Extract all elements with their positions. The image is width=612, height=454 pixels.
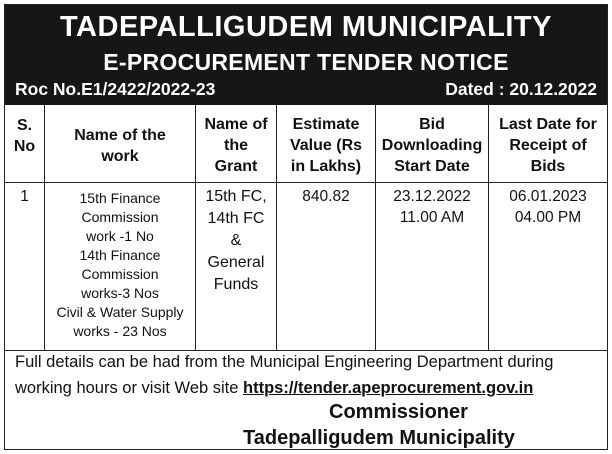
header-last-date	[489, 114, 607, 177]
header-work-line: work	[101, 148, 139, 165]
website-link[interactable]: https://tender.apeprocurement.gov.in	[243, 379, 534, 397]
header-grant-line: Name of	[204, 116, 268, 133]
work-line: Commission	[81, 209, 159, 225]
work-line: 15th Finance	[79, 190, 161, 206]
grant-line: 14th FC	[207, 210, 265, 227]
header-grant-line: the	[224, 137, 248, 154]
bid-start-date: 23.12.2022	[393, 188, 471, 205]
signature-designation: Commissioner	[329, 401, 468, 423]
footer-line-2-prefix: working hours or visit Web site	[15, 379, 244, 397]
tender-notice	[4, 4, 608, 450]
work-line: works - 23 Nos	[73, 323, 167, 339]
municipality-title: TADEPALLIGUDEM MUNICIPALITY	[60, 11, 552, 43]
header-bid-start	[376, 114, 488, 177]
signature-office: Tadepalligudem Municipality	[243, 427, 515, 449]
grant-line: Funds	[213, 276, 259, 293]
work-line: works-3 Nos	[81, 285, 159, 301]
footer-line-2	[15, 375, 599, 401]
last-date: 06.01.2023	[509, 188, 587, 205]
header-bid-start-line: Start Date	[394, 158, 470, 175]
row-bid-start	[376, 186, 488, 228]
header-bid-start-line: Bid	[419, 116, 445, 133]
work-line: work -1 No	[86, 228, 154, 244]
header-sno-line: No	[13, 138, 36, 155]
notice-subtitle: E-PROCUREMENT TENDER NOTICE	[103, 49, 509, 75]
row-sno: 1	[20, 188, 29, 205]
bid-start-time: 11.00 AM	[399, 209, 465, 226]
grant-line: &	[230, 232, 242, 249]
notice-header	[5, 5, 607, 105]
row-work	[45, 189, 195, 341]
header-sno-line: S.	[16, 117, 33, 134]
header-estimate-line: Estimate	[292, 116, 360, 133]
row-last-date	[489, 186, 607, 228]
header-grant	[196, 114, 276, 177]
header-work-line: Name of the	[74, 127, 166, 144]
notice-date: Dated : 20.12.2022	[445, 79, 597, 99]
header-last-date-line: Bids	[530, 158, 566, 175]
header-estimate-line: in Lakhs)	[290, 158, 362, 175]
last-time: 04.00 PM	[514, 209, 582, 226]
work-line: 14th Finance	[79, 247, 161, 263]
roc-number: Roc No.E1/2422/2022-23	[15, 79, 216, 99]
footer-text	[15, 349, 599, 401]
header-last-date-line: Last Date for	[499, 116, 597, 133]
header-bid-start-line: Downloading	[381, 137, 483, 154]
row-estimate: 840.82	[302, 188, 350, 205]
header-estimate	[277, 114, 375, 177]
header-work	[45, 125, 195, 167]
header-last-date-line: Receipt of	[509, 137, 587, 154]
work-line: Commission	[81, 266, 159, 282]
header-grant-line: Grant	[214, 158, 258, 175]
grant-line: General	[207, 254, 265, 271]
footer-line-1: Full details can be had from the Municipal Engineering Department during	[15, 353, 554, 371]
header-estimate-line: Value (Rs	[289, 137, 363, 154]
grant-line: 15th FC,	[205, 188, 267, 205]
header-sno	[5, 115, 44, 157]
table-divider	[5, 182, 607, 183]
row-grant	[196, 186, 276, 296]
work-line: Civil & Water Supply	[56, 304, 184, 320]
